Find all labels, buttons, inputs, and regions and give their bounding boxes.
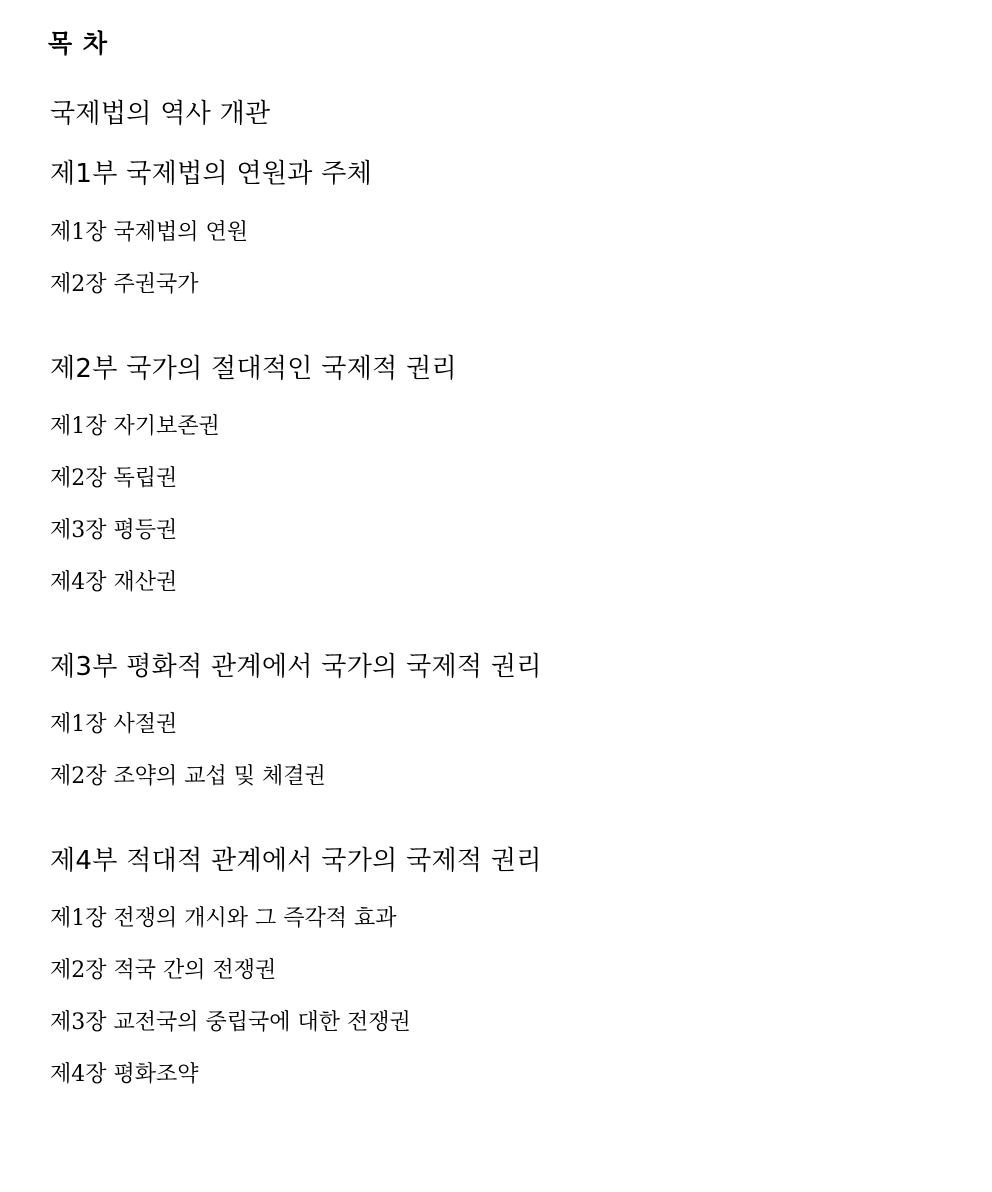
toc-part-heading: 제4부 적대적 관계에서 국가의 국제적 권리: [50, 846, 542, 876]
toc-chapter-item: 제2장 적국 간의 전쟁권: [50, 958, 277, 983]
toc-part-heading: 제3부 평화적 관계에서 국가의 국제적 권리: [50, 652, 542, 682]
toc-chapter-item: 제1장 전쟁의 개시와 그 즉각적 효과: [50, 906, 397, 931]
toc-chapter-item: 제3장 교전국의 중립국에 대한 전쟁권: [50, 1010, 411, 1035]
toc-part-heading: 제2부 국가의 절대적인 국제적 권리: [50, 354, 457, 384]
toc-chapter-item: 제4장 평화조약: [50, 1062, 199, 1087]
toc-chapter-item: 제4장 재산권: [50, 570, 178, 595]
toc-chapter-item: 제1장 사절권: [50, 712, 178, 737]
toc-part-heading: 국제법의 역사 개관: [50, 99, 271, 129]
toc-chapter-item: 제3장 평등권: [50, 518, 178, 543]
toc-chapter-item: 제1장 국제법의 연원: [50, 220, 248, 245]
toc-chapter-item: 제2장 독립권: [50, 466, 178, 491]
toc-chapter-item: 제1장 자기보존권: [50, 414, 220, 439]
toc-part-heading: 제1부 국제법의 연원과 주체: [50, 159, 373, 189]
toc-chapter-item: 제2장 주권국가: [50, 272, 199, 297]
toc-chapter-item: 제2장 조약의 교섭 및 체결권: [50, 764, 326, 789]
toc-title: 목 차: [48, 29, 109, 58]
